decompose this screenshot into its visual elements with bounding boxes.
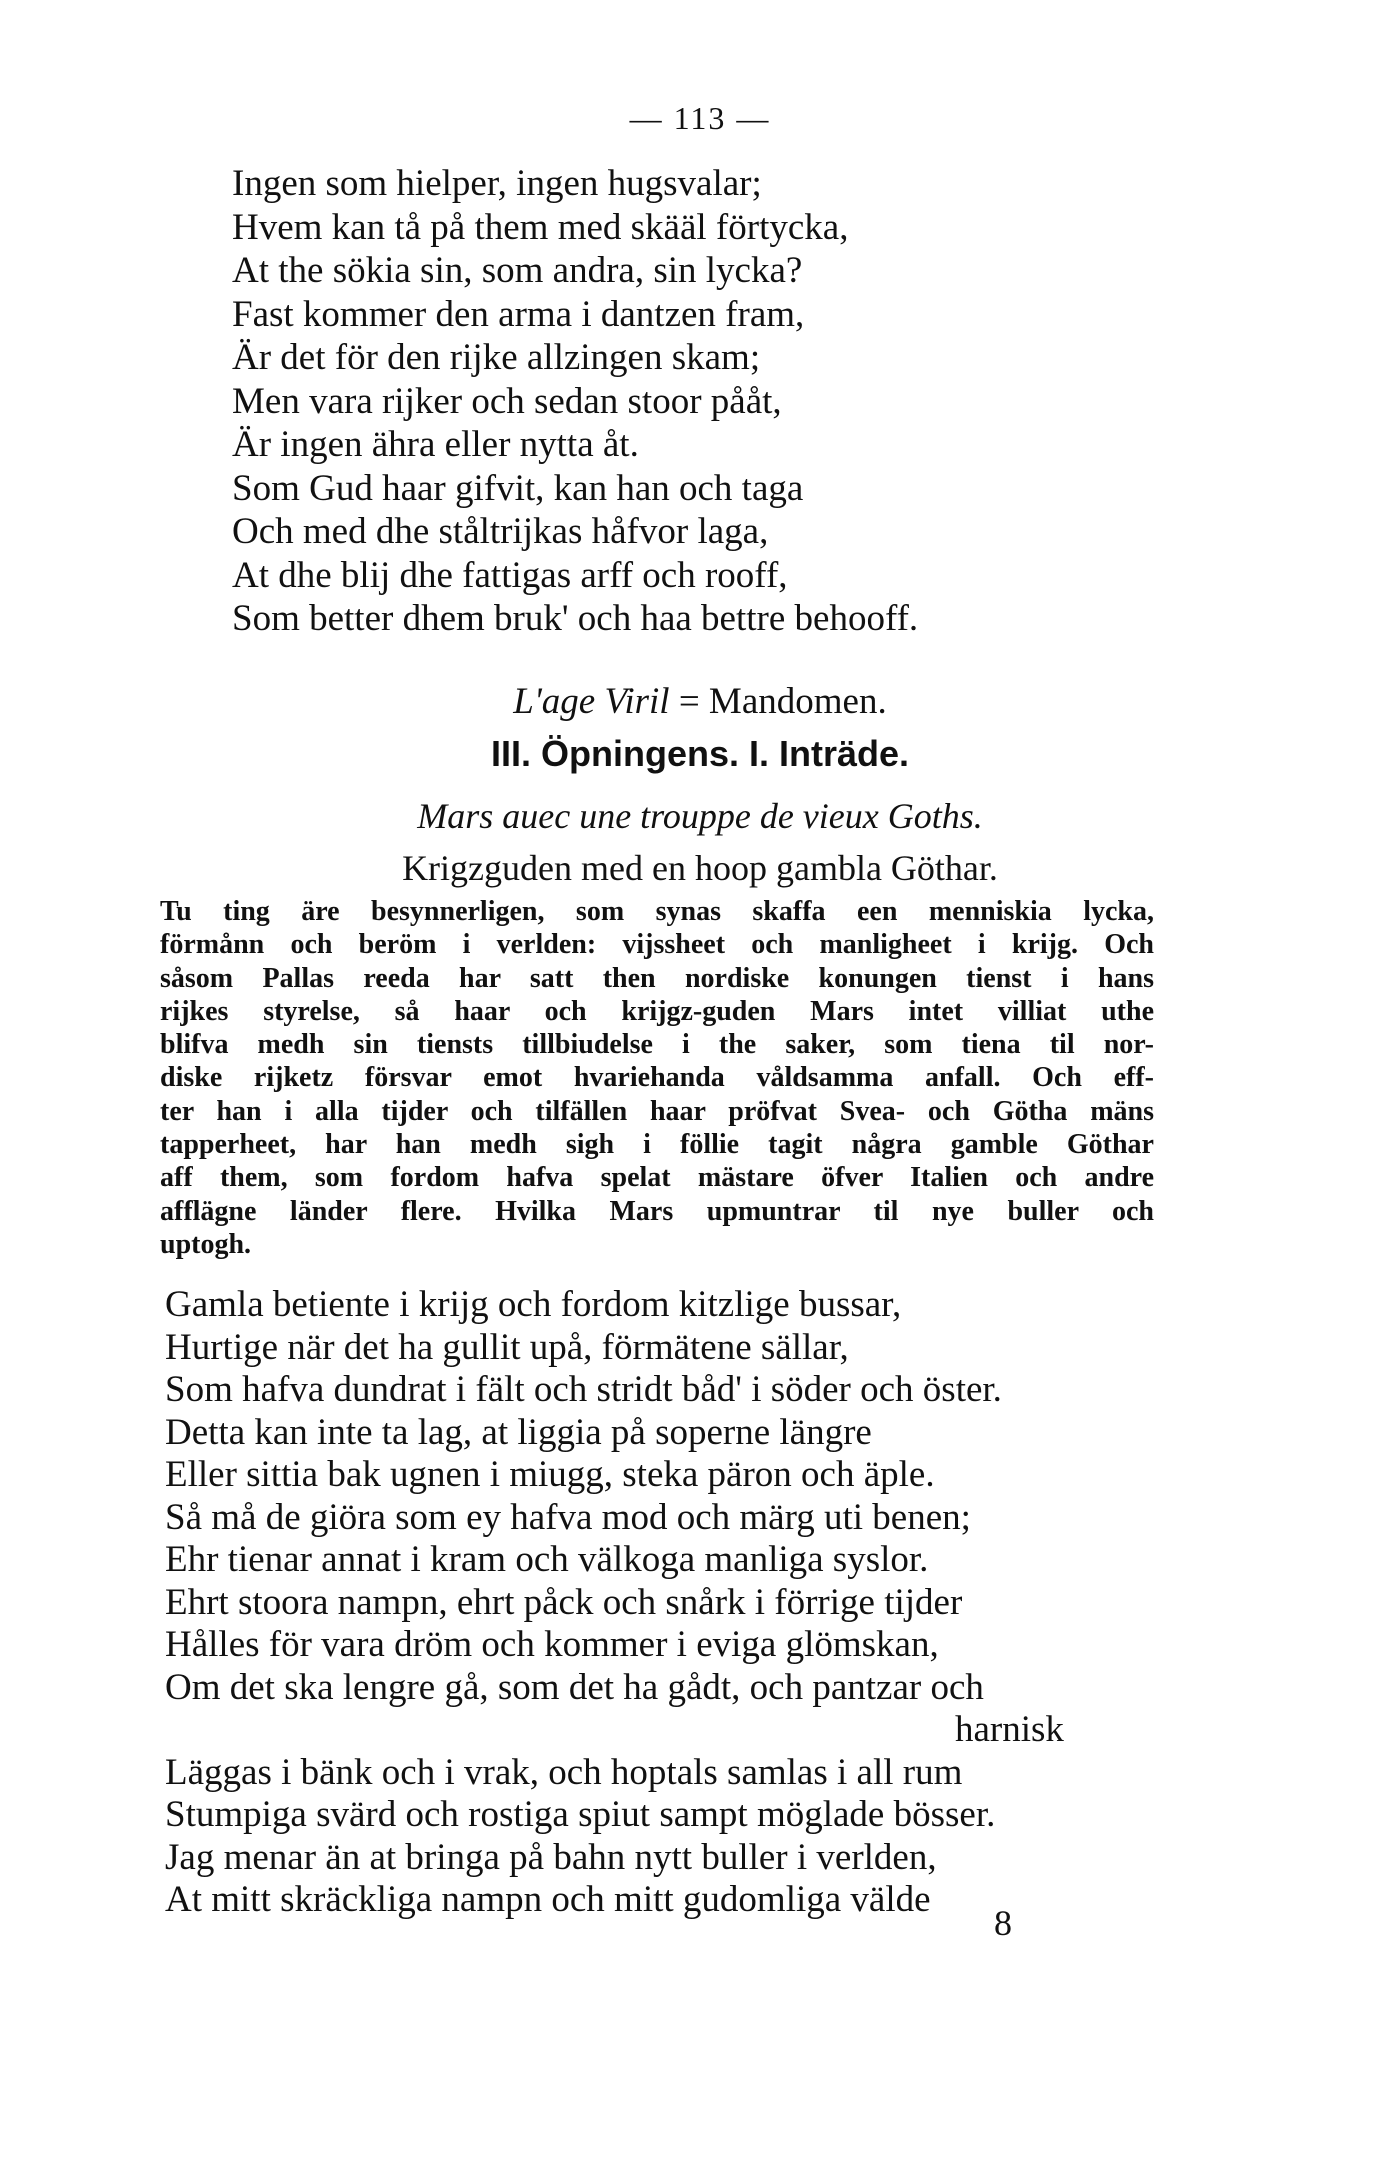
verse-line: Stumpiga svärd och rostiga spiut sampt möglade bösser. (165, 1794, 996, 1835)
verse-line: At the sökia sin, som andra, sin lycka? (232, 250, 803, 291)
verse-line: At mitt skräckliga nampn och mitt gudomliga välde (165, 1879, 931, 1920)
prose-line: såsom Pallas reeda har satt then nordiske konungen tienst i hans (160, 962, 1154, 994)
verse-top (232, 162, 918, 641)
verse-line: Är ingen ähra eller nytta åt. (232, 424, 639, 465)
verse-line: Som better dhem bruk' och haa bettre behooff. (232, 598, 919, 639)
verse-line: Och med dhe ståltrijkas håfvor laga, (232, 511, 769, 552)
prose-line: aff them, som fordom hafva spelat mästare öfver Italien och andre (160, 1162, 1154, 1194)
act-heading: III. Öpningens. I. Inträde. (490, 733, 910, 774)
verse-line: Så må de giöra som ey hafva mod och märg uti benen; (165, 1496, 971, 1538)
prose-line: förmånn och beröm i verlden: vijssheet och manligheet i krijg. Och (160, 929, 1154, 961)
verse-line: Är det för den rijke allzingen skam; (232, 337, 761, 378)
verse-line: Gamla betiente i krijg och fordom kitzlige bussar, (165, 1284, 902, 1325)
verse-line: Eller sittia bak ugnen i miugg, steka päron och äple. (165, 1454, 935, 1495)
verse-line: Ingen som hielper, ingen hugsvalar; (232, 163, 762, 204)
verse-line: Detta kan inte ta lag, at liggia på soperne längre (165, 1411, 872, 1453)
verse-line: Jag menar än at bringa på bahn nytt buller i verlden, (165, 1836, 937, 1878)
verse-line: Fast kommer den arma i dantzen fram, (232, 293, 805, 335)
verse-bottom (165, 1284, 1064, 1922)
page-number: — 113 — (629, 100, 771, 136)
verse-line: Läggas i bänk och i vrak, och hoptals samlas i all rum (165, 1751, 963, 1793)
prose-line: afflägne länder flere. Hvilka Mars upmuntrar til nye buller och (160, 1195, 1154, 1227)
verse-line-turnover: harnisk (955, 1709, 1064, 1750)
french-stage-direction: Mars auec une trouppe de vieux Goths. (417, 796, 983, 836)
verse-line: Hurtige när det ha gullit upå, förmätene sällar, (165, 1326, 849, 1368)
verse-line: Om det ska lengre gå, som det ha gådt, och pantzar och (165, 1666, 984, 1708)
verse-line: Hvem kan tå på them med skääl förtycka, (232, 206, 849, 248)
section-heading-age (0, 680, 1400, 723)
verse-line: Ehrt stoora nampn, ehrt påck och snårk i förrige tijder (165, 1581, 963, 1623)
signature-mark: 8 (994, 1903, 1012, 1943)
age-title-italic: L'age Viril (513, 681, 670, 722)
verse-line: At dhe blij dhe fattigas arff och rooff, (232, 554, 788, 596)
prose-line: rijkes styrelse, så haar och krijgz-guden Mars intet villiat uthe (160, 995, 1154, 1027)
verse-line: Hålles för vara dröm och kommer i eviga glömskan, (165, 1624, 939, 1665)
prose-line: blifva medh sin tiensts tillbiudelse i the saker, som tiena til nor- (160, 1029, 1154, 1061)
swedish-stage-direction: Krigzguden med en hoop gambla Göthar. (402, 848, 998, 888)
verse-line: Ehr tienar annat i kram och välkoga manliga syslor. (165, 1539, 929, 1580)
prose-line: Tu ting äre besynnerligen, som synas skaffa een menniskia lycka, (160, 896, 1154, 927)
prose-line: ter han i alla tijder och tilfällen haar pröfvat Svea- och Götha mäns (160, 1095, 1154, 1127)
prose-line: diske rijketz försvar emot hvariehanda våldsamma anfall. Och eff- (160, 1062, 1154, 1094)
prose-paragraph (160, 895, 1154, 1261)
prose-line: uptogh. (160, 1228, 252, 1260)
prose-line: tapperheet, har han medh sigh i föllie tagit några gamble Göthar (160, 1129, 1154, 1161)
verse-line: Som Gud haar gifvit, kan han och taga (232, 467, 804, 509)
verse-line: Som hafva dundrat i fält och stridt båd' i söder och öster. (165, 1369, 1002, 1410)
age-title-translation: = Mandomen. (669, 681, 887, 722)
verse-line: Men vara rijker och sedan stoor pååt, (232, 380, 782, 422)
